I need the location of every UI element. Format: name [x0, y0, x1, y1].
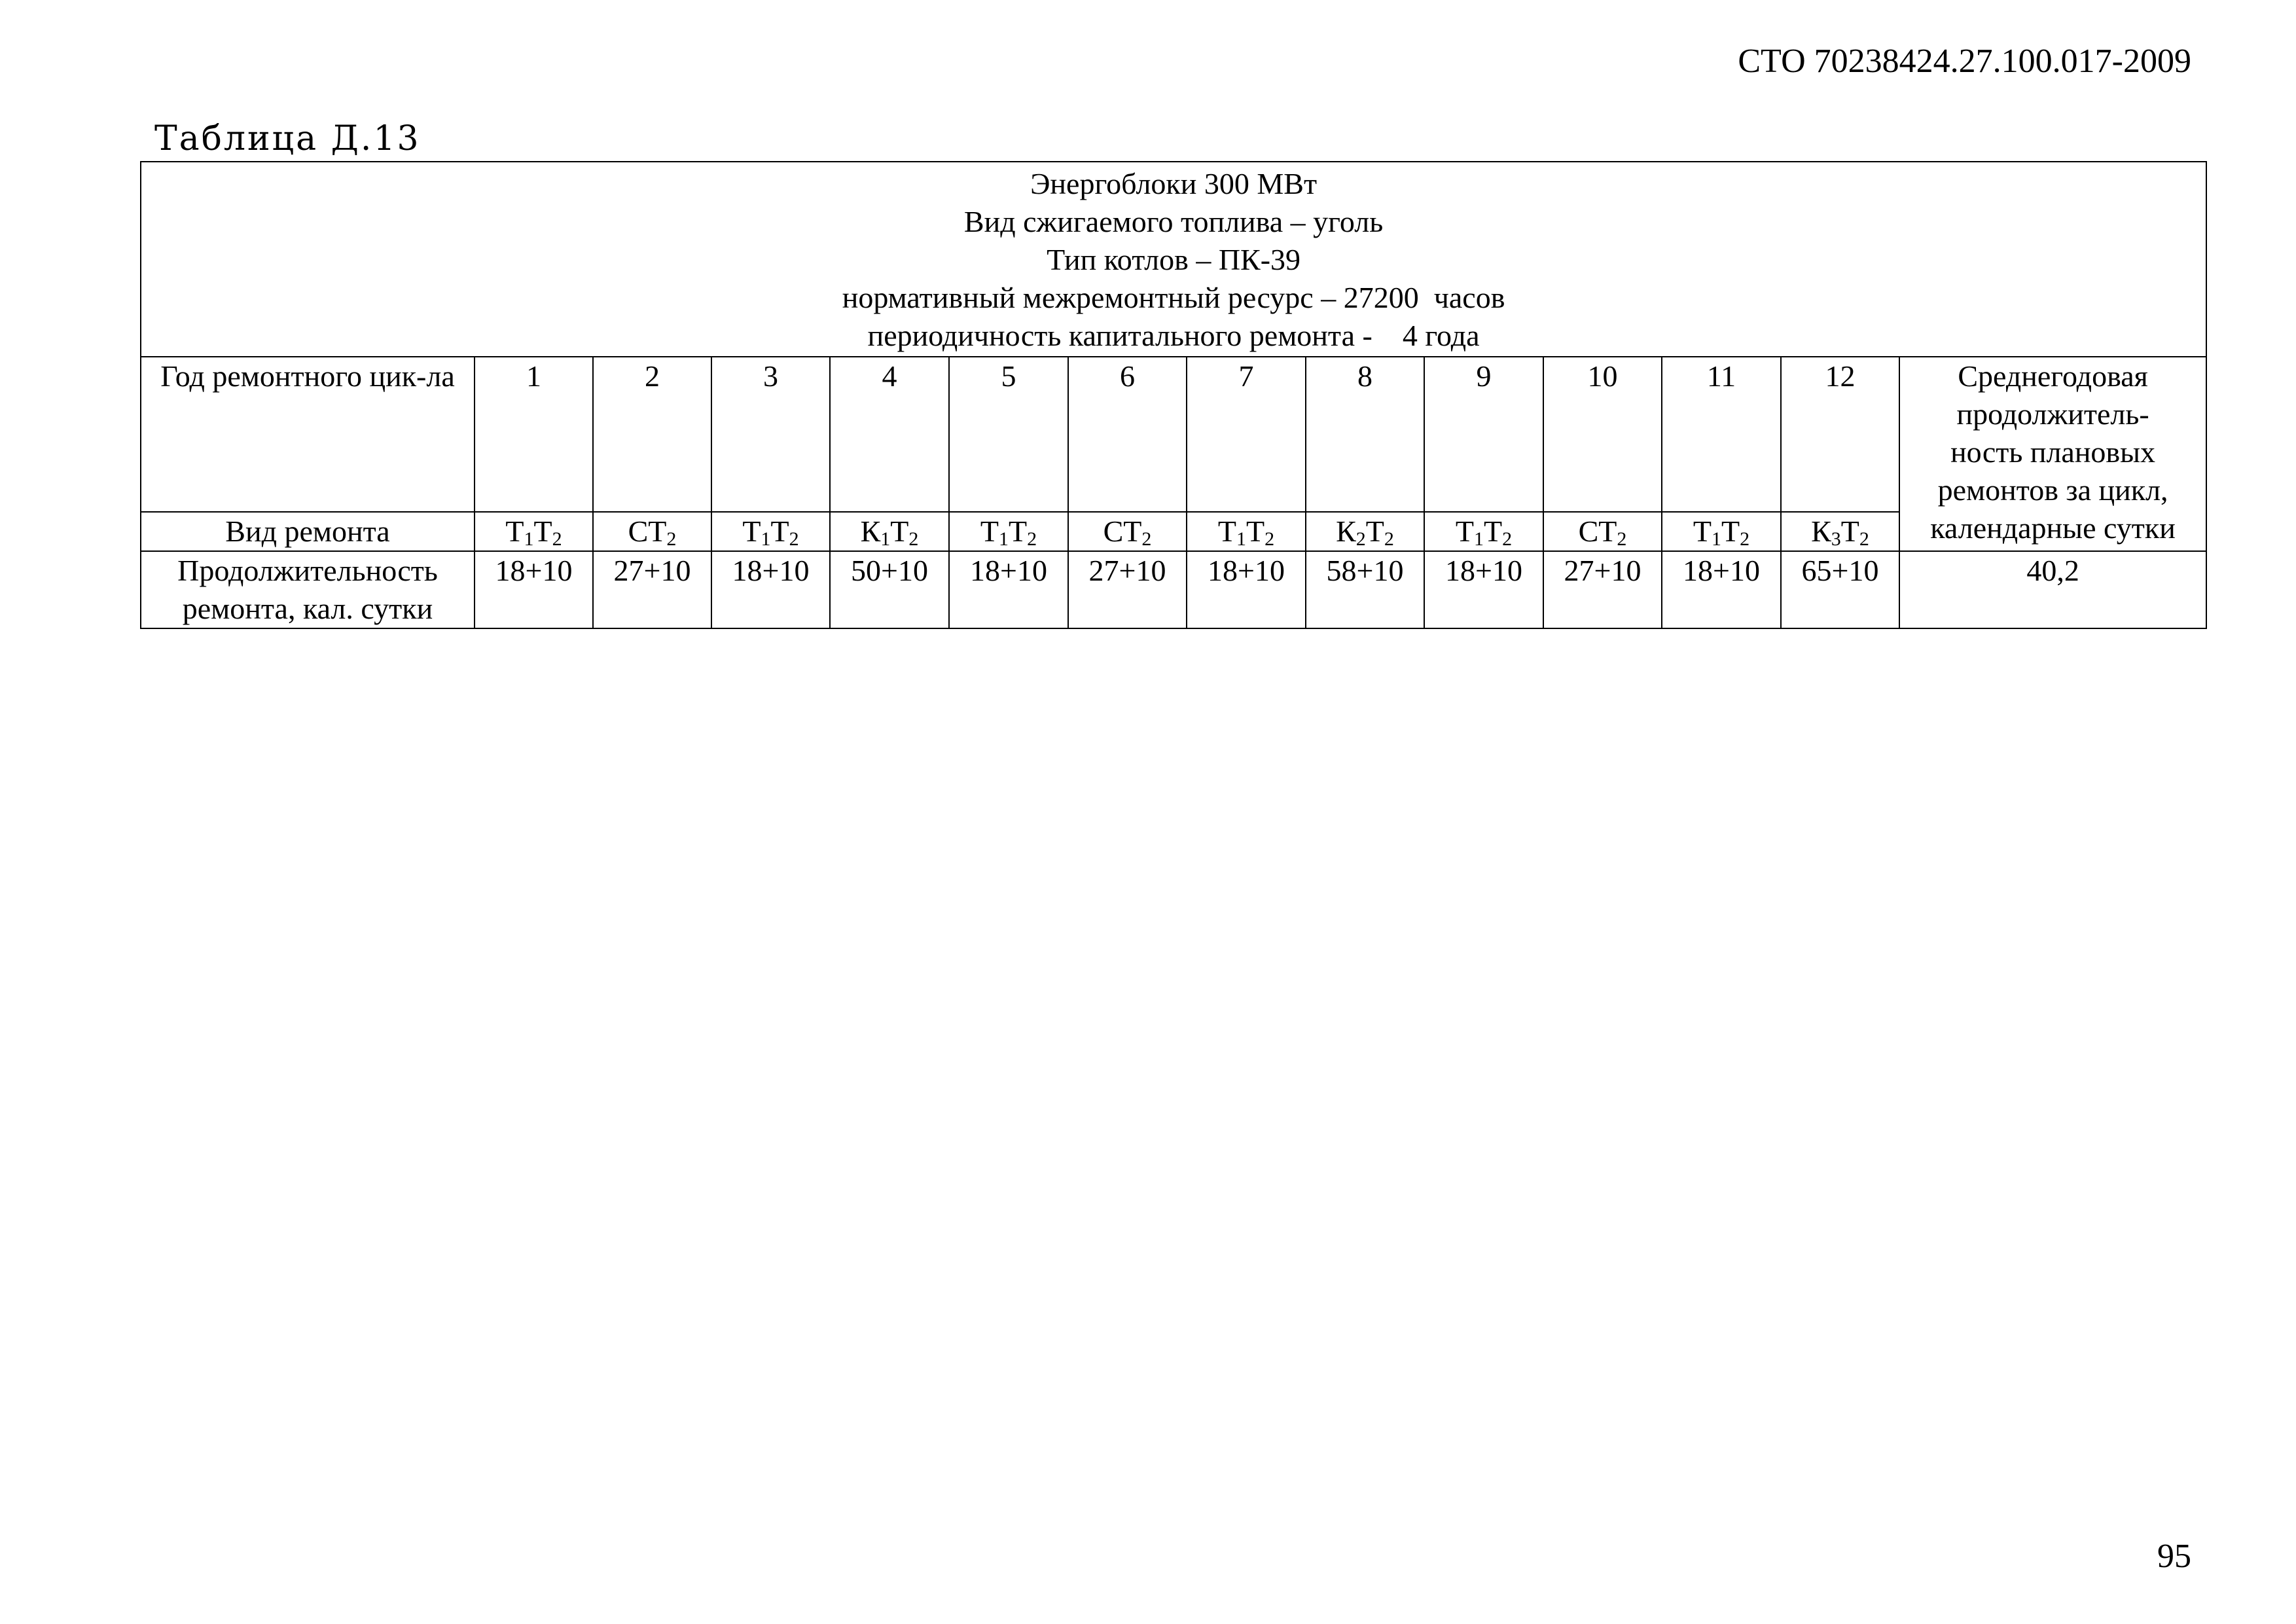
cycle-year-row: [141, 357, 2206, 512]
repair-type-index: 1: [999, 528, 1009, 550]
repair-duration-row: [141, 551, 2206, 628]
repair-duration-cell: 65+10: [1781, 551, 1899, 628]
repair-type-index: 1: [1474, 528, 1484, 550]
repair-duration-cell: 18+10: [1662, 551, 1781, 628]
repair-schedule-table: [140, 161, 2207, 629]
cycle-year-cell: 3: [711, 357, 830, 512]
repair-duration-cell: 27+10: [593, 551, 711, 628]
repair-type-index: 2: [789, 528, 799, 550]
repair-type-index: 1: [1236, 528, 1246, 550]
repair-type-cell: [1424, 512, 1543, 551]
cycle-year-cell: 10: [1543, 357, 1662, 512]
repair-type-cell: [1662, 512, 1781, 551]
repair-duration-cell: 18+10: [1187, 551, 1306, 628]
average-duration-header-line: Среднегодовая: [1958, 359, 2148, 393]
cycle-year-cell: 9: [1424, 357, 1543, 512]
average-duration-header-line: продолжитель-: [1956, 397, 2149, 431]
repair-duration-cell: 18+10: [1424, 551, 1543, 628]
repair-type-letter: СТ: [628, 514, 667, 548]
repair-type-letter: Т: [1009, 514, 1028, 548]
repair-duration-cell: 27+10: [1543, 551, 1662, 628]
repair-type-cell: [1068, 512, 1187, 551]
table-header-line: нормативный межремонтный ресурс – 27200 часов: [842, 281, 1505, 314]
table-header-cell: [141, 162, 2206, 357]
repair-type-index: 2: [1502, 528, 1513, 550]
repair-type-letter: Т: [1484, 514, 1503, 548]
repair-type-index: 2: [666, 528, 677, 550]
repair-type-index: 2: [1355, 528, 1366, 550]
table-header-line: периодичность капитального ремонта - 4 года: [867, 319, 1480, 352]
repair-type-cell: [1187, 512, 1306, 551]
cycle-year-cell: 1: [475, 357, 593, 512]
repair-type-index: 2: [552, 528, 562, 550]
repair-type-index: 1: [761, 528, 771, 550]
average-duration-header: [1899, 357, 2206, 551]
repair-type-index: 2: [1740, 528, 1750, 550]
repair-type-label: Вид ремонта: [141, 512, 475, 551]
repair-type-letter: Т: [742, 514, 761, 548]
repair-type-letter: Т: [770, 514, 789, 548]
repair-type-cell: [830, 512, 949, 551]
repair-type-letter: СТ: [1578, 514, 1617, 548]
repair-type-index: 2: [1027, 528, 1037, 550]
repair-type-index: 2: [1141, 528, 1152, 550]
repair-type-letter: К: [1811, 514, 1831, 548]
repair-type-letter: Т: [1365, 514, 1384, 548]
repair-type-cell: [1543, 512, 1662, 551]
repair-type-index: 2: [1265, 528, 1275, 550]
repair-type-letter: Т: [505, 514, 524, 548]
repair-type-letter: Т: [533, 514, 552, 548]
repair-type-letter: Т: [1721, 514, 1740, 548]
cycle-year-cell: 7: [1187, 357, 1306, 512]
repair-type-index: 1: [880, 528, 891, 550]
repair-type-index: 2: [1859, 528, 1869, 550]
repair-type-index: 2: [1617, 528, 1627, 550]
page-number: 95: [2157, 1538, 2191, 1575]
repair-type-letter: Т: [1246, 514, 1265, 548]
table-header-line: Тип котлов – ПК-39: [1047, 243, 1301, 276]
repair-type-letter: СТ: [1103, 514, 1142, 548]
table-header-line: Энергоблоки 300 МВт: [1030, 167, 1318, 200]
document-code: СТО 70238424.27.100.017-2009: [1738, 43, 2191, 80]
cycle-year-cell: 11: [1662, 357, 1781, 512]
table-caption: Таблица Д.13: [154, 119, 421, 158]
repair-type-row: [141, 512, 2206, 551]
repair-duration-label: Продолжительность ремонта, кал. сутки: [141, 551, 475, 628]
repair-type-letter: К: [1336, 514, 1356, 548]
repair-duration-cell: 18+10: [711, 551, 830, 628]
repair-type-index: 3: [1831, 528, 1841, 550]
repair-duration-cell: 50+10: [830, 551, 949, 628]
repair-duration-cell: 18+10: [475, 551, 593, 628]
repair-type-letter: Т: [980, 514, 999, 548]
repair-type-letter: Т: [1693, 514, 1712, 548]
repair-duration-cell: 18+10: [949, 551, 1068, 628]
cycle-year-cell: 8: [1306, 357, 1424, 512]
average-duration-header-line: ремонтов за цикл,: [1937, 473, 2168, 507]
cycle-year-label: Год ремонтного цик-ла: [141, 357, 475, 512]
repair-type-letter: Т: [1840, 514, 1859, 548]
repair-duration-cell: 27+10: [1068, 551, 1187, 628]
repair-type-cell: [711, 512, 830, 551]
table-header-line: Вид сжигаемого топлива – уголь: [963, 205, 1384, 238]
cycle-year-cell: 12: [1781, 357, 1899, 512]
average-duration-value: 40,2: [1899, 551, 2206, 628]
repair-type-letter: Т: [1217, 514, 1236, 548]
average-duration-header-line: календарные сутки: [1930, 511, 2176, 545]
repair-type-cell: [475, 512, 593, 551]
repair-type-index: 2: [908, 528, 919, 550]
average-duration-header-line: ность плановых: [1950, 435, 2156, 469]
cycle-year-cell: 5: [949, 357, 1068, 512]
repair-type-cell: [1306, 512, 1424, 551]
repair-type-letter: Т: [1455, 514, 1474, 548]
repair-type-index: 1: [1712, 528, 1721, 550]
repair-type-cell: [949, 512, 1068, 551]
repair-type-letter: Т: [890, 514, 909, 548]
repair-type-letter: К: [860, 514, 881, 548]
repair-type-index: 2: [1384, 528, 1394, 550]
repair-type-cell: [593, 512, 711, 551]
repair-type-cell: [1781, 512, 1899, 551]
cycle-year-cell: 4: [830, 357, 949, 512]
repair-duration-cell: 58+10: [1306, 551, 1424, 628]
table-header-row: [141, 162, 2206, 357]
cycle-year-cell: 2: [593, 357, 711, 512]
repair-type-index: 1: [524, 528, 534, 550]
cycle-year-cell: 6: [1068, 357, 1187, 512]
